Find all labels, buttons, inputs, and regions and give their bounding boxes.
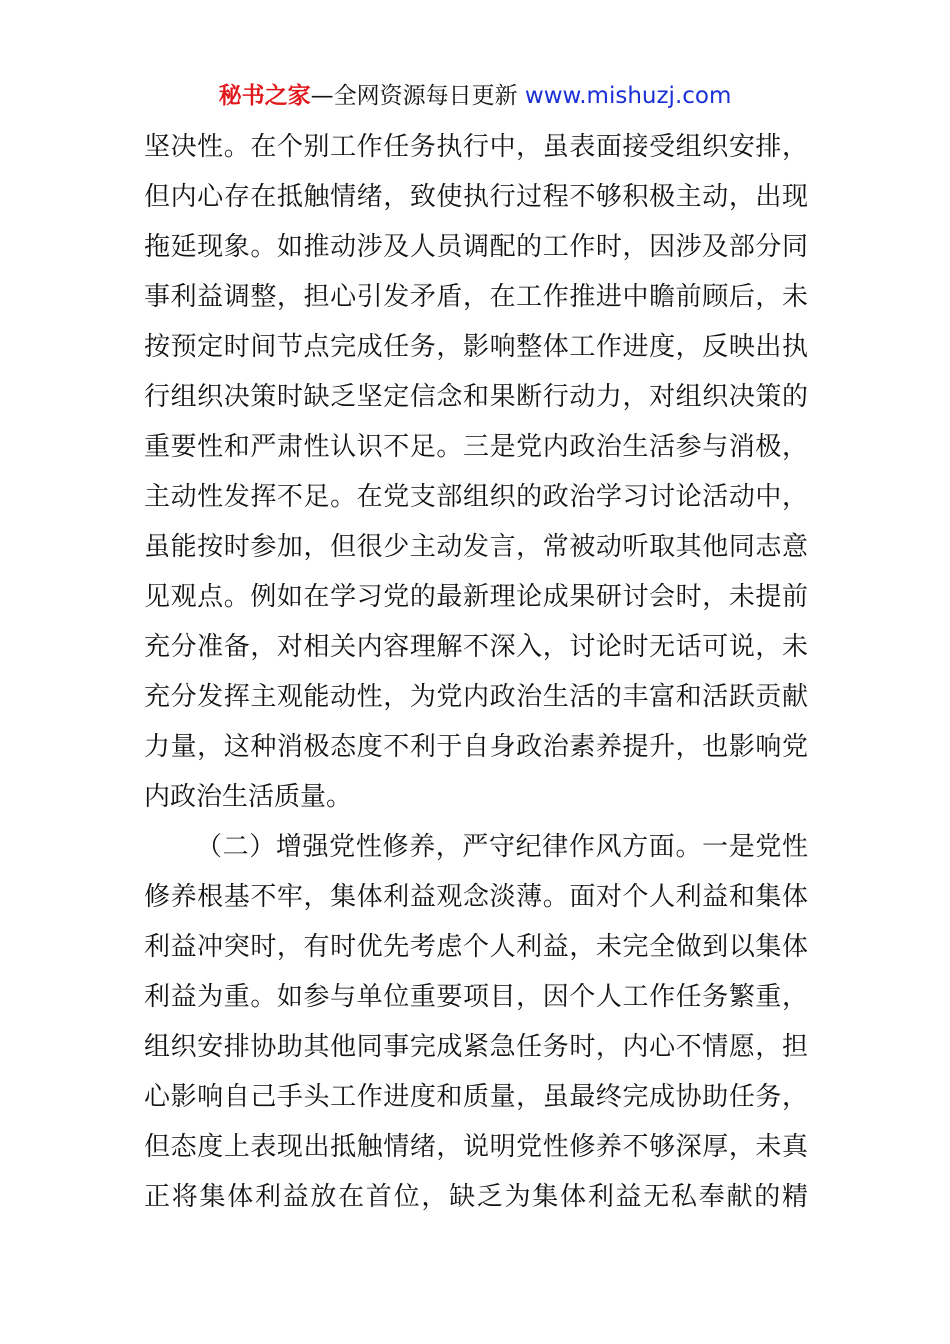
page-header (0, 79, 950, 113)
text-line: 虽能按时参加，但很少主动发言，常被动听取其他同志意 (144, 532, 808, 562)
document-body (144, 122, 808, 1222)
text-line: 修养根基不牢，集体利益观念淡薄。面对个人利益和集体 (144, 882, 808, 912)
site-brand: 秘书之家 (218, 83, 311, 109)
text-line: 重要性和严肃性认识不足。三是党内政治生活参与消极， (144, 432, 808, 462)
text-line: 力量，这种消极态度不利于自身政治素养提升，也影响党 (144, 732, 808, 762)
text-line: 利益冲突时，有时优先考虑个人利益，未完全做到以集体 (144, 932, 808, 962)
text-line: 但态度上表现出抵触情绪，说明党性修养不够深厚，未真 (144, 1132, 808, 1162)
text-line: 充分发挥主观能动性，为党内政治生活的丰富和活跃贡献 (144, 682, 808, 712)
text-line: 坚决性。在个别工作任务执行中，虽表面接受组织安排， (144, 132, 808, 162)
site-url-link[interactable]: www.mishuzj.com (524, 83, 732, 109)
text-line-paragraph-end: 内政治生活质量。 (144, 782, 353, 812)
text-line: 组织安排协助其他同事完成紧急任务时，内心不情愿，担 (144, 1032, 808, 1062)
text-line: 按预定时间节点完成任务，影响整体工作进度，反映出执 (144, 332, 808, 362)
text-line: 正将集体利益放在首位，缺乏为集体利益无私奉献的精 (144, 1182, 808, 1212)
text-line: 心影响自己手头工作进度和质量，虽最终完成协助任务， (144, 1082, 808, 1112)
text-line: 见观点。例如在学习党的最新理论成果研讨会时，未提前 (144, 582, 808, 612)
text-line: 利益为重。如参与单位重要项目，因个人工作任务繁重， (144, 982, 808, 1012)
text-line: 主动性发挥不足。在党支部组织的政治学习讨论活动中， (144, 482, 808, 512)
section-heading-line: （二）增强党性修养，严守纪律作风方面。一是党性 (196, 832, 808, 862)
text-line: 充分准备，对相关内容理解不深入，讨论时无话可说，未 (144, 632, 808, 662)
text-line: 但内心存在抵触情绪，致使执行过程不够积极主动，出现 (144, 182, 808, 212)
site-slogan: —全网资源每日更新 (310, 83, 518, 109)
text-line: 行组织决策时缺乏坚定信念和果断行动力，对组织决策的 (144, 382, 808, 412)
text-line: 事利益调整，担心引发矛盾，在工作推进中瞻前顾后，未 (144, 282, 808, 312)
text-line: 拖延现象。如推动涉及人员调配的工作时，因涉及部分同 (144, 232, 808, 262)
